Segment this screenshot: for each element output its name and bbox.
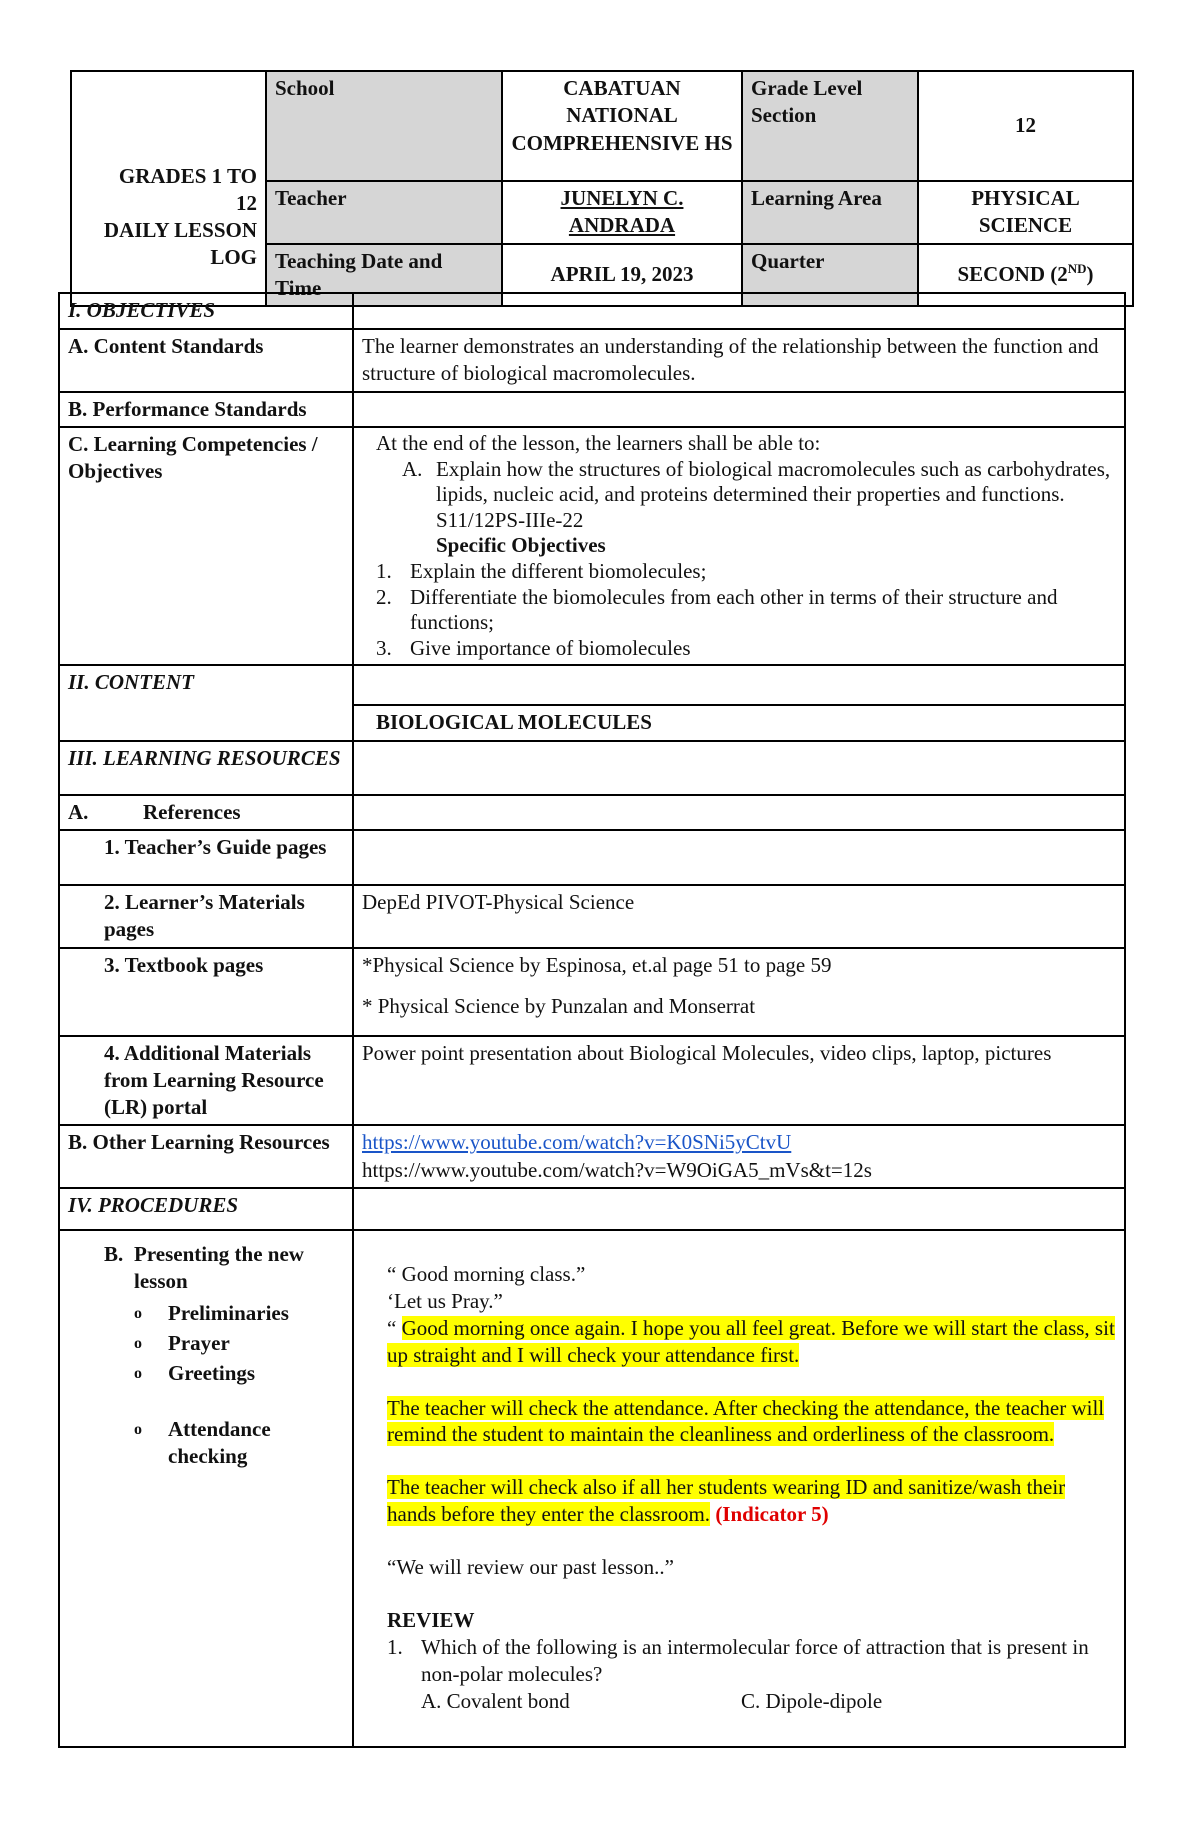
- indicator-label: (Indicator 5): [715, 1502, 829, 1527]
- bullet: o: [134, 1364, 142, 1382]
- list-text: Give importance of biomolecules: [410, 635, 691, 660]
- additional-materials-value: Power point presentation about Biological Molecules, video clips, laptop, pictures: [353, 1036, 1125, 1126]
- textbook-value: *Physical Science by Espinosa, et.al page 51 to page 59: [362, 952, 832, 977]
- b-marker: B.: [104, 1242, 124, 1267]
- procedures-cell: [353, 1230, 1125, 1747]
- textbook-label: 3. Textbook pages: [59, 948, 353, 1036]
- quote-mark: “: [387, 1315, 397, 1340]
- quarter-text: SECOND (2: [957, 262, 1068, 287]
- log-title: [71, 71, 266, 306]
- quarter-label: Quarter: [742, 244, 918, 307]
- list-item: [134, 1360, 344, 1388]
- competencies-intro: At the end of the lesson, the learners shall be able to:: [376, 430, 821, 455]
- list-marker: 2.: [376, 584, 392, 609]
- area-label: Learning Area: [742, 181, 918, 244]
- log-title-line: LOG: [210, 245, 257, 270]
- list-marker: 1.: [387, 1634, 403, 1659]
- procedures-heading: IV. PROCEDURES: [59, 1188, 353, 1230]
- list-text: Differentiate the biomolecules from each other in terms of their structure and functions;: [410, 584, 1058, 635]
- list-text: Attendance checking: [168, 1416, 271, 1468]
- empty-cell: [353, 293, 1125, 329]
- school-value: CABATUAN NATIONAL COMPREHENSIVE HS: [502, 71, 742, 181]
- presenting-lesson-cell: [59, 1230, 353, 1747]
- list-text: Explain the different biomolecules;: [410, 558, 707, 583]
- competencies-cell: [353, 427, 1125, 665]
- references-label: [59, 795, 353, 830]
- list-marker: 3.: [376, 635, 392, 660]
- resources-heading: III. LEARNING RESOURCES: [59, 741, 353, 795]
- other-resources-label: B. Other Learning Resources: [59, 1125, 353, 1188]
- specific-objective: [376, 559, 1116, 585]
- school-label: School: [266, 71, 502, 181]
- content-standards-label: A. Content Standards: [59, 329, 353, 392]
- list-text: Prayer: [168, 1330, 230, 1355]
- list-item: [134, 1300, 344, 1328]
- greeting-text: “ Good morning class.”: [387, 1262, 586, 1287]
- textbook-value: * Physical Science by Punzalan and Monserrat: [362, 993, 756, 1018]
- empty-cell: [353, 795, 1125, 830]
- bullet: o: [134, 1334, 142, 1352]
- competencies-label: C. Learning Competencies / Objectives: [59, 427, 353, 665]
- grade-label: Grade Level Section: [742, 71, 918, 181]
- empty-cell: [353, 830, 1125, 885]
- date-label: Teaching Date and Time: [266, 244, 502, 307]
- choices: [421, 1688, 1116, 1715]
- empty-cell: [353, 392, 1125, 427]
- learners-materials-value: DepEd PIVOT-Physical Science: [353, 885, 1125, 948]
- empty-cell: [353, 1188, 1125, 1230]
- date-value: APRIL 19, 2023: [502, 244, 742, 307]
- teachers-guide-label: 1. Teacher’s Guide pages: [59, 830, 353, 885]
- objectives-heading: I. OBJECTIVES: [59, 293, 353, 329]
- highlighted-text: Good morning once again. I hope you all feel great. Before we will start the class, sit up straight and I will check your attendance first.: [387, 1315, 1115, 1367]
- youtube-link[interactable]: https://www.youtube.com/watch?v=K0SNi5yCtvU: [362, 1130, 792, 1155]
- specific-objective: [376, 636, 1116, 662]
- list-text: Greetings: [168, 1360, 256, 1385]
- choice-c: C. Dipole-dipole: [741, 1688, 883, 1713]
- quarter-sup: ND: [1067, 261, 1087, 277]
- area-value: PHYSICAL SCIENCE: [918, 181, 1133, 244]
- objective-a-marker: A.: [402, 456, 423, 481]
- grade-value: 12: [918, 71, 1133, 181]
- review-question: [387, 1634, 1116, 1715]
- instruction-text: [387, 1315, 1116, 1369]
- presenting-lesson-label: [104, 1241, 344, 1296]
- youtube-link-plain: https://www.youtube.com/watch?v=W9OiGA5_mVs&t=12s: [362, 1157, 872, 1182]
- objective-a-text: Explain how the structures of biological macromolecules such as carbohydrates, lipids, nucleic acid, and proteins determined their properties and functions. S11/12PS-IIIe-22: [436, 456, 1111, 532]
- list-item: [134, 1330, 344, 1358]
- list-marker: 1.: [376, 558, 392, 583]
- empty-cell: [353, 741, 1125, 795]
- header-table: [70, 70, 1134, 307]
- specific-objectives-heading: Specific Objectives: [436, 533, 606, 558]
- teacher-value: JUNELYN C. ANDRADA: [502, 181, 742, 244]
- highlighted-text: The teacher will check also if all her students wearing ID and sanitize/wash their hands before they enter the classroom.: [387, 1475, 1066, 1527]
- content-topic: BIOLOGICAL MOLECULES: [353, 705, 1125, 740]
- list-text: Preliminaries: [168, 1300, 289, 1325]
- review-intro: “We will review our past lesson..”: [387, 1555, 674, 1580]
- highlighted-text: The teacher will check the attendance. After checking the attendance, the teacher will remind the student to maintain the cleanliness and orderliness of the classroom.: [387, 1395, 1105, 1447]
- objective-a: [376, 457, 1116, 534]
- performance-standards-label: B. Performance Standards: [59, 392, 353, 427]
- log-title-line: DAILY LESSON: [103, 218, 257, 243]
- content-standards-text: The learner demonstrates an understanding of the relationship between the function and structure of biological macromolecules.: [353, 329, 1125, 392]
- log-title-line: GRADES 1 TO: [118, 163, 257, 188]
- question-text: Which of the following is an intermolecular force of attraction that is present in non-polar molecules?: [421, 1634, 1089, 1686]
- other-resources-cell: [353, 1125, 1125, 1188]
- pray-text: ‘Let us Pray.”: [387, 1288, 503, 1313]
- references-text: References: [143, 799, 241, 824]
- review-heading: REVIEW: [387, 1607, 475, 1632]
- log-title-line: 12: [236, 190, 257, 215]
- empty-cell: [353, 665, 1125, 705]
- lesson-table: [58, 292, 1126, 1748]
- references-marker: A.: [68, 799, 89, 824]
- quarter-close: ): [1086, 262, 1094, 287]
- bullet: o: [134, 1304, 142, 1322]
- list-item: [134, 1416, 344, 1471]
- content-heading: II. CONTENT: [59, 665, 353, 740]
- bullet: o: [134, 1420, 142, 1438]
- choice-a: A. Covalent bond: [421, 1688, 570, 1713]
- learners-materials-label: 2. Learner’s Materials pages: [59, 885, 353, 948]
- additional-materials-label: 4. Additional Materials from Learning Resource (LR) portal: [59, 1036, 353, 1126]
- textbook-cell: [353, 948, 1125, 1036]
- teacher-label: Teacher: [266, 181, 502, 244]
- specific-objective: [376, 585, 1116, 636]
- b-label: Presenting the new lesson: [134, 1242, 304, 1294]
